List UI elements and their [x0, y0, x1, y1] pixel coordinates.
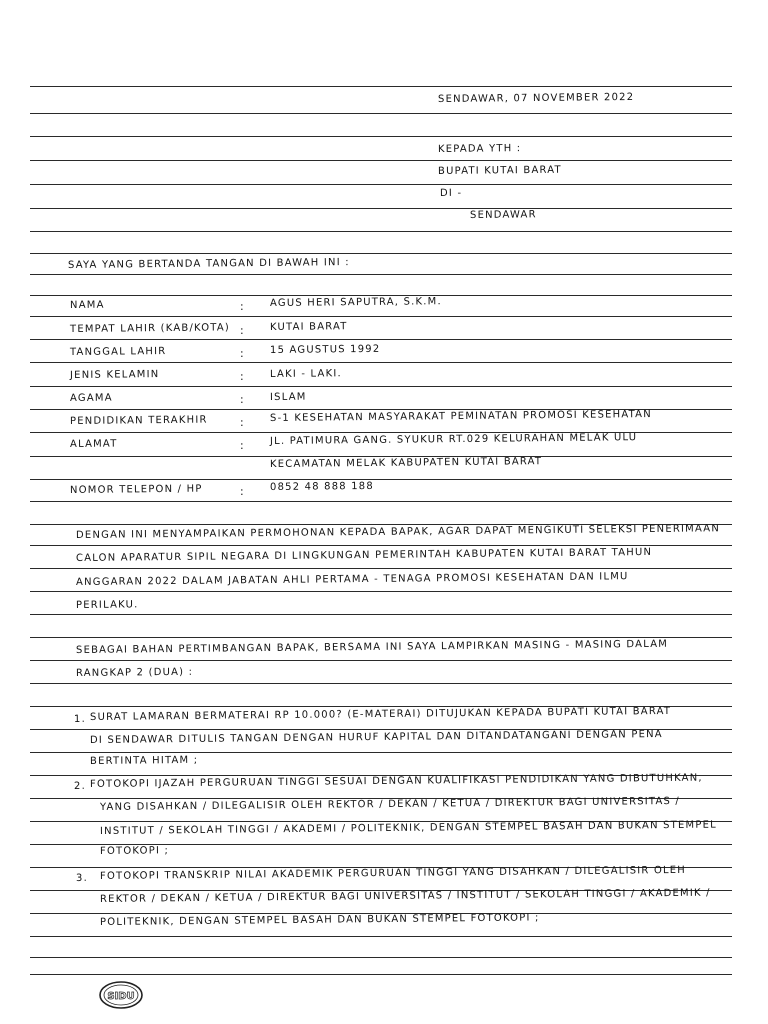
- paragraph-line: CALON APARATUR SIPIL NEGARA DI LINGKUNGAN PEMERINTAH KABUPATEN KUTAI BARAT TAHUN: [75, 546, 653, 564]
- field-label: JENIS KELAMIN: [69, 369, 160, 381]
- list-item-line: INSTITUT / SEKOLAH TINGGI / AKADEMI / POLITEKNIK, DENGAN STEMPEL BASAH DAN BUKAN STEMPEL: [99, 819, 717, 837]
- recipient-name: BUPATI KUTAI BARAT: [437, 164, 562, 177]
- recipient-di: DI -: [439, 187, 463, 199]
- field-colon: :: [239, 369, 245, 383]
- paragraph-line: SEBAGAI BAHAN PERTIMBANGAN BAPAK, BERSAMA INI SAYA LAMPIRKAN MASING - MASING DALAM: [75, 638, 669, 656]
- list-item-line: FOTOKOPI ;: [99, 845, 170, 857]
- field-colon: :: [239, 323, 245, 337]
- svg-text:SIDU: SIDU: [107, 991, 135, 1002]
- field-value-gender: LAKI - LAKI.: [269, 368, 342, 380]
- list-item-number: 1.: [73, 713, 87, 725]
- field-label: PENDIDIKAN TERAKHIR: [69, 414, 208, 427]
- list-item-line: BERTINTA HITAM ;: [89, 754, 199, 767]
- field-label: ALAMAT: [69, 438, 118, 450]
- list-item-line: DI SENDAWAR DITULIS TANGAN DENGAN HURUF KAPITAL DAN DITANDATANGANI DENGAN PENA: [89, 729, 663, 746]
- field-colon: :: [239, 299, 245, 313]
- field-value-religion: ISLAM: [269, 391, 307, 403]
- paragraph-line: ANGGARAN 2022 DALAM JABATAN AHLI PERTAMA - TENAGA PROMOSI KESEHATAN DAN ILMU: [75, 571, 629, 588]
- list-item-number: 2.: [73, 780, 87, 792]
- field-label: NAMA: [69, 299, 105, 311]
- list-item-line: FOTOKOPI IJAZAH PERGURUAN TINGGI SESUAI DENGAN KUALIFIKASI PENDIDIKAN YANG DIBUTUHKAN,: [89, 772, 703, 790]
- letter-date: SENDAWAR, 07 NOVEMBER 2022: [437, 91, 635, 105]
- field-value-name: AGUS HERI SAPUTRA, S.K.M.: [269, 296, 442, 309]
- field-value-birthdate: 15 AGUSTUS 1992: [269, 343, 381, 356]
- field-value-address-line2: KECAMATAN MELAK KABUPATEN KUTAI BARAT: [269, 456, 543, 470]
- field-value-phone: 0852 48 888 188: [269, 480, 374, 493]
- field-colon: :: [239, 484, 245, 498]
- list-item-line: FOTOKOPI TRANSKRIP NILAI AKADEMIK PERGURUAN TINGGI YANG DISAHKAN / DILEGALISIR OLEH: [99, 864, 687, 882]
- intro-statement: SAYA YANG BERTANDA TANGAN DI BAWAH INI :: [67, 257, 350, 271]
- paragraph-line: RANGKAP 2 (DUA) :: [75, 666, 194, 679]
- field-label: TANGGAL LAHIR: [69, 345, 167, 358]
- paragraph-line: DENGAN INI MENYAMPAIKAN PERMOHONAN KEPADA BAPAK, AGAR DAPAT MENGIKUTI SELEKSI PENERIMAAN: [75, 523, 721, 541]
- list-item-line: REKTOR / DEKAN / KETUA / DIREKTUR BAGI UNIVERSITAS / INSTITUT / SEKOLAH TINGGI / AKADEMIK /: [99, 887, 711, 905]
- recipient-salutation: KEPADA YTH :: [437, 143, 522, 155]
- sidu-logo: [98, 980, 144, 1010]
- recipient-place: SENDAWAR: [469, 209, 537, 221]
- paragraph-line: PERILAKU.: [75, 599, 139, 611]
- field-value-birthplace: KUTAI BARAT: [269, 321, 348, 333]
- field-value-address: JL. PATIMURA GANG. SYUKUR RT.029 KELURAHAN MELAK ULU: [269, 432, 638, 447]
- field-colon: :: [239, 438, 245, 452]
- field-colon: :: [239, 346, 245, 360]
- list-item-line: YANG DISAHKAN / DILEGALISIR OLEH REKTOR / DEKAN / KETUA / DIREKTUR BAGI UNIVERSITAS /: [99, 795, 681, 813]
- field-colon: :: [239, 415, 245, 429]
- field-value-education: S-1 KESEHATAN MASYARAKAT PEMINATAN PROMOSI KESEHATAN: [269, 409, 652, 424]
- field-label: AGAMA: [69, 392, 113, 404]
- field-colon: :: [239, 392, 245, 406]
- list-item-number: 3.: [75, 872, 89, 884]
- list-item-line: POLITEKNIK, DENGAN STEMPEL BASAH DAN BUKAN STEMPEL FOTOKOPI ;: [99, 912, 540, 928]
- field-label: NOMOR TELEPON / HP: [69, 483, 203, 496]
- field-label: TEMPAT LAHIR (KAB/KOTA): [69, 322, 231, 335]
- list-item-line: SURAT LAMARAN BERMATERAI RP 10.000? (E-MATERAI) DITUJUKAN KEPADA BUPATI KUTAI BARAT: [89, 705, 672, 723]
